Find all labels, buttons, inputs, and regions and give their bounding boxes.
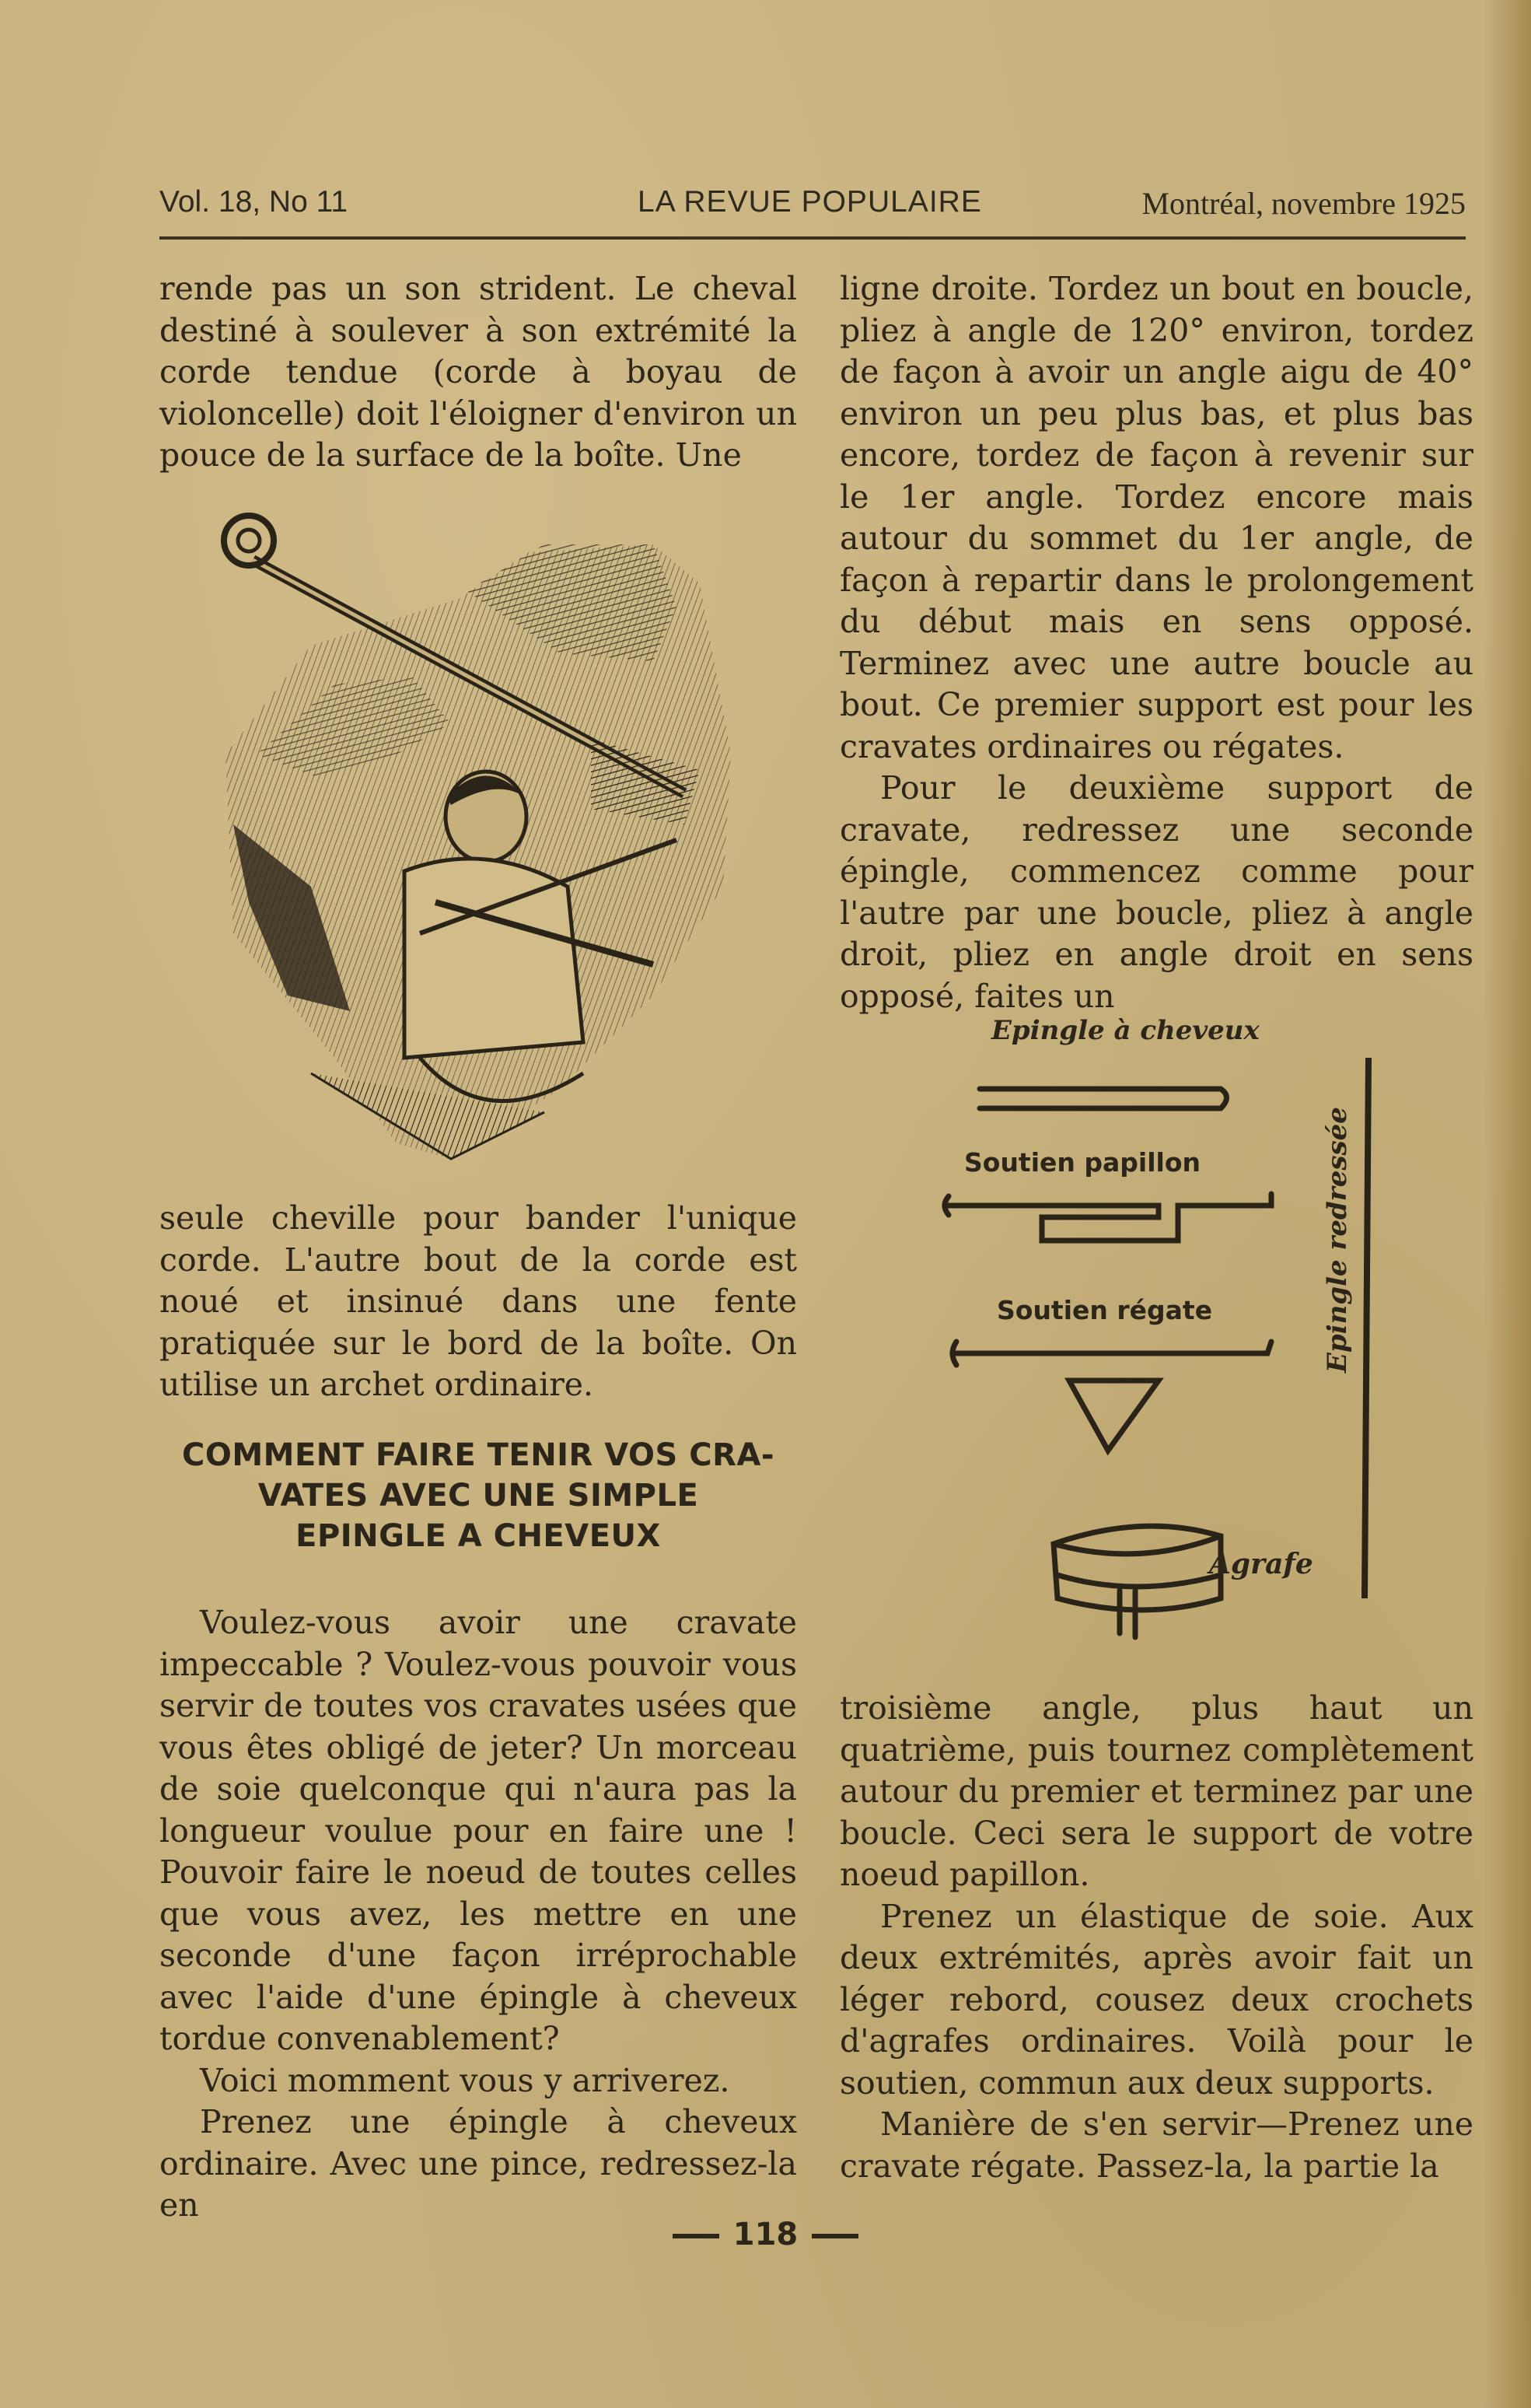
right-top-paragraph: ligne droite. Tordez un bout en boucle, pliez à angle de 120° environ, tordez de façon à avoir un angle aigu de 40° environ un peu plus bas, et plus bas encore, tordez de façon à revenir sur le 1er angle. Tordez encore mais autour du sommet du 1er angle, de façon à repartir dans le prolongement du début mais en sens opposé. Terminez avec une autre boucle au bout. Ce premier support est pour les cravates ordinaires ou régates. bbox=[840, 270, 1473, 765]
left-column-article bbox=[159, 1602, 797, 2227]
left-column-top bbox=[159, 268, 797, 477]
left-paragraph-2: Voici momment vous y arriverez. bbox=[200, 2061, 730, 2099]
right-paragraph-3: Prenez un élastique de soie. Aux deux extrémités, après avoir fait un léger rebord, cousez deux crochets d'agrafes ordinaires. Voilà pour le soutien, commun aux deux supports. bbox=[840, 1897, 1473, 2102]
label-epingle-redressee: Epingle redressée bbox=[1322, 1107, 1353, 1373]
label-soutien-regate: Soutien régate bbox=[997, 1295, 1213, 1325]
right-paragraph-4: Manière de s'en servir—Prenez une cravate régate. Passez-la, la partie la bbox=[840, 2105, 1473, 2185]
left-column-after-figure bbox=[159, 1198, 797, 1406]
right-paragraph-2: Pour le deuxième support de cravate, redressez une seconde épingle, commencez comme pour l'autre par une boucle, pliez à angle droit, pliez en angle droit en sens opposé, faites un bbox=[840, 769, 1473, 1015]
label-agrafe: Agrafe bbox=[1209, 1548, 1313, 1580]
cello-player-illustration bbox=[218, 498, 762, 1182]
page-edge-shadow bbox=[1484, 0, 1531, 2408]
label-soutien-papillon: Soutien papillon bbox=[964, 1147, 1201, 1178]
right-column-top bbox=[840, 268, 1473, 1017]
heading-line-3: EPINGLE A CHEVEUX bbox=[295, 1518, 661, 1554]
page-number: 118 bbox=[732, 2217, 799, 2252]
page-footer bbox=[0, 2217, 1531, 2252]
right-column-after-figure bbox=[840, 1688, 1473, 2187]
left-top-paragraph: rende pas un son strident. Le cheval destiné à soulever à son extrémité la corde tendue (corde à boyau de violoncelle) doit l'éloigner d'environ un pouce de la surface de la boîte. Une bbox=[159, 270, 797, 474]
article-heading bbox=[159, 1435, 797, 1556]
label-epingle: Epingle à cheveux bbox=[991, 1015, 1260, 1046]
header-date: Montréal, novembre 1925 bbox=[1141, 186, 1466, 221]
heading-line-2: VATES AVEC UNE SIMPLE bbox=[257, 1478, 699, 1514]
footer-dash-left bbox=[673, 2234, 719, 2238]
heading-line-1: COMMENT FAIRE TENIR VOS CRA- bbox=[181, 1437, 774, 1473]
header-volume: Vol. 18, No 11 bbox=[159, 185, 348, 219]
left-paragraph-1: Voulez-vous avoir une cravate impeccable ? Voulez-vous pouvoir vous servir de toutes vos cravates usées que vous êtes obligé de jeter? Un morceau de soie quelconque qui n'aura pas la longueur voulue pour en faire une ! Pouvoir faire le noeud de toutes celles que vous avez, les mettre en une seconde d'une façon irréprochable avec l'aide d'une épingle à cheveux tordue convenablement? bbox=[159, 1604, 797, 2057]
header-title: LA REVUE POPULAIRE bbox=[638, 185, 982, 219]
header-rule bbox=[159, 236, 1466, 240]
right-after-figure-paragraph: troisième angle, plus haut un quatrième, puis tournez complètement autour du premier et terminez par une boucle. Ceci sera le support de votre noeud papillon. bbox=[840, 1689, 1473, 1893]
running-header bbox=[159, 185, 1466, 232]
left-after-figure-paragraph: seule cheville pour bander l'unique corde. L'autre bout de la corde est noué et insinué dans une fente pratiquée sur le bord de la boîte. On utilise un archet ordinaire. bbox=[159, 1199, 797, 1403]
left-paragraph-3: Prenez une épingle à cheveux ordinaire. Avec une pince, redressez-la en bbox=[159, 2103, 797, 2224]
footer-dash-right bbox=[812, 2234, 858, 2238]
hairpin-diagram bbox=[925, 999, 1392, 1649]
